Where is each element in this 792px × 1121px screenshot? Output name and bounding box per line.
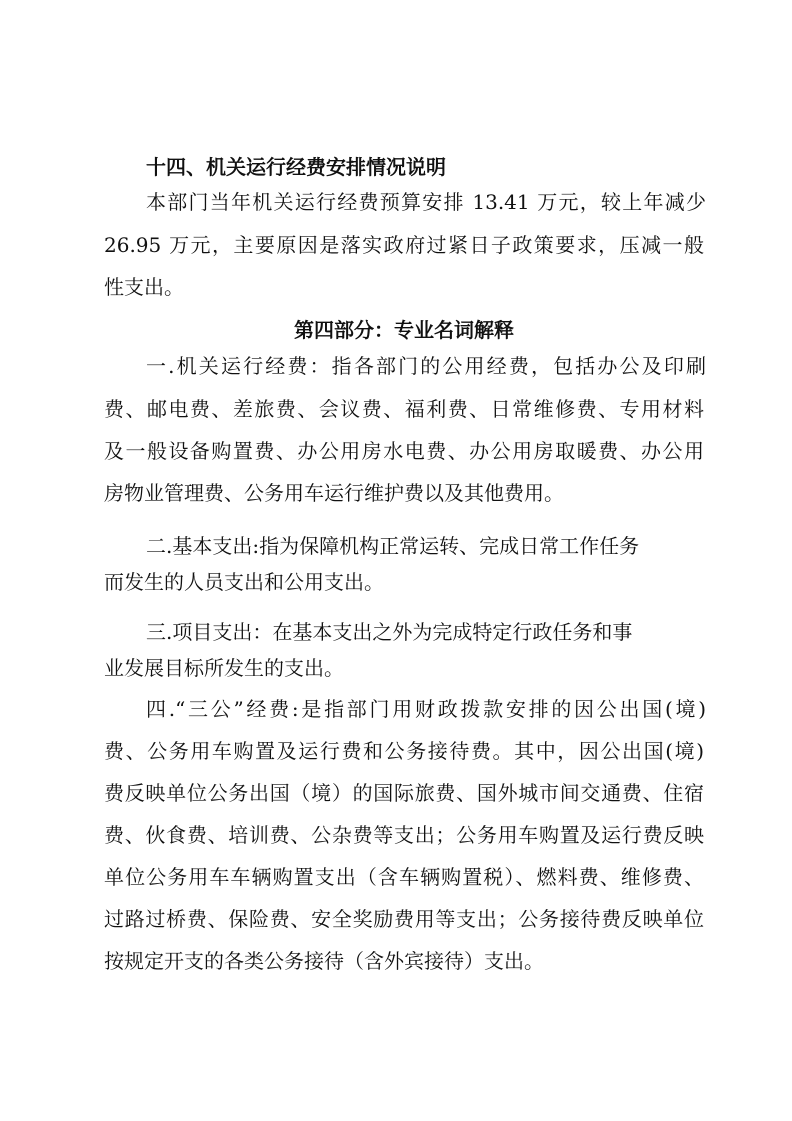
term-4-line-4: 费、伙食费、培训费、公杂费等支出；公务用车购置及运行费反映 — [104, 823, 704, 847]
term-2-line-2: 而发生的人员支出和公用支出。 — [104, 570, 384, 594]
section-14-line-1: 本部门当年机关运行经费预算安排 13.41 万元，较上年减少 — [146, 190, 706, 214]
term-3-line-2: 业发展目标所发生的支出。 — [104, 656, 344, 680]
term-4-line-6: 过路过桥费、保险费、安全奖励费用等支出；公务接待费反映单位 — [104, 907, 704, 931]
term-1-line-3: 及一般设备购置费、办公用房水电费、办公用房取暖费、办公用 — [104, 439, 704, 463]
section-14-line-2: 26.95 万元，主要原因是落实政府过紧日子政策要求，压减一般 — [104, 233, 704, 257]
part-4-heading: 第四部分：专业名词解释 — [294, 318, 514, 342]
term-4-line-1: 四.“三公”经费:是指部门用财政拨款安排的因公出国(境) — [146, 697, 706, 721]
section-14-heading: 十四、机关运行经费安排情况说明 — [146, 155, 446, 179]
term-1-line-4: 房物业管理费、公务用车运行维护费以及其他费用。 — [104, 481, 564, 505]
term-4-line-2: 费、公务用车购置及运行费和公务接待费。其中，因公出国(境) — [104, 739, 704, 763]
term-4-line-5: 单位公务用车车辆购置支出（含车辆购置税）、燃料费、维修费、 — [104, 865, 704, 889]
term-4-line-7: 按规定开支的各类公务接待（含外宾接待）支出。 — [104, 949, 544, 973]
term-4-line-3: 费反映单位公务出国（境）的国际旅费、国外城市间交通费、住宿 — [104, 781, 704, 805]
term-2-line-1: 二.基本支出:指为保障机构正常运转、完成日常工作任务 — [146, 534, 640, 558]
term-3-line-1: 三.项目支出：在基本支出之外为完成特定行政任务和事 — [146, 620, 633, 644]
section-14-line-3: 性支出。 — [104, 275, 184, 299]
term-1-line-1: 一.机关运行经费：指各部门的公用经费，包括办公及印刷 — [146, 354, 706, 378]
term-1-line-2: 费、邮电费、差旅费、会议费、福利费、日常维修费、专用材料 — [104, 397, 704, 421]
